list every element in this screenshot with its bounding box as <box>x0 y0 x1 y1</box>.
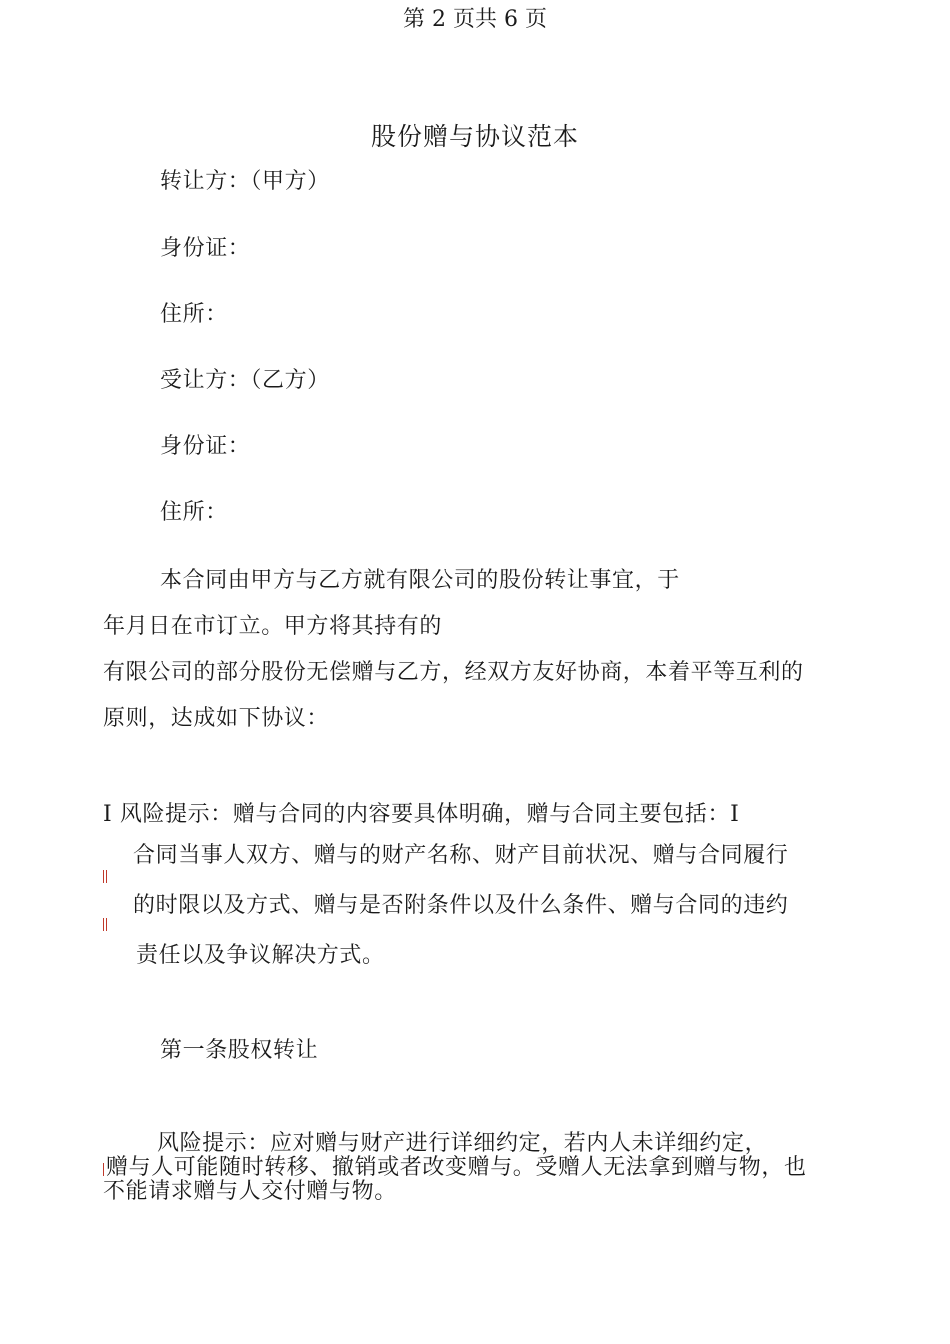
revision-marker <box>103 870 109 883</box>
risk-note-2-line-2: 赠与人可能随时转移、撤销或者改变赠与。受赠人无法拿到赠与物，也 <box>106 1155 807 1180</box>
article-1-heading: 第一条股权转让 <box>160 1038 319 1063</box>
transferor-address-label: 住所： <box>160 302 228 327</box>
page-indicator: 第 2 页共 6 页 <box>403 7 547 32</box>
preamble-line-4: 原则，达成如下协议： <box>103 706 330 731</box>
revision-marker <box>103 918 109 931</box>
document-title: 股份赠与协议范本 <box>370 122 579 151</box>
risk-note-line-4: 责任以及争议解决方式。 <box>136 943 385 968</box>
risk-note-2-line-1: 风险提示：应对赠与财产进行详细约定，若内人未详细约定， <box>157 1131 768 1156</box>
preamble-line-3: 有限公司的部分股份无偿赠与乙方，经双方友好协商，本着平等互利的 <box>103 660 804 685</box>
risk-note-line-1: I 风险提示：赠与合同的内容要具体明确，赠与合同主要包括：I <box>103 802 740 827</box>
transferor-label: 转让方：（甲方） <box>160 169 330 194</box>
risk-note-line-2: 合同当事人双方、赠与的财产名称、财产目前状况、赠与合同履行 <box>133 843 789 868</box>
risk-note-2-line-3: 不能请求赠与人交付赠与物。 <box>103 1179 397 1204</box>
preamble-line-1: 本合同由甲方与乙方就有限公司的股份转让事宜，于 <box>160 568 680 593</box>
transferor-id-label: 身份证： <box>160 236 251 261</box>
transferee-address-label: 住所： <box>160 500 228 525</box>
risk-note-line-3: 的时限以及方式、赠与是否附条件以及什么条件、赠与合同的违约 <box>133 893 789 918</box>
transferee-label: 受让方：（乙方） <box>160 368 330 393</box>
preamble-line-2: 年月日在市订立。甲方将其持有的 <box>103 614 443 639</box>
transferee-id-label: 身份证： <box>160 434 251 459</box>
